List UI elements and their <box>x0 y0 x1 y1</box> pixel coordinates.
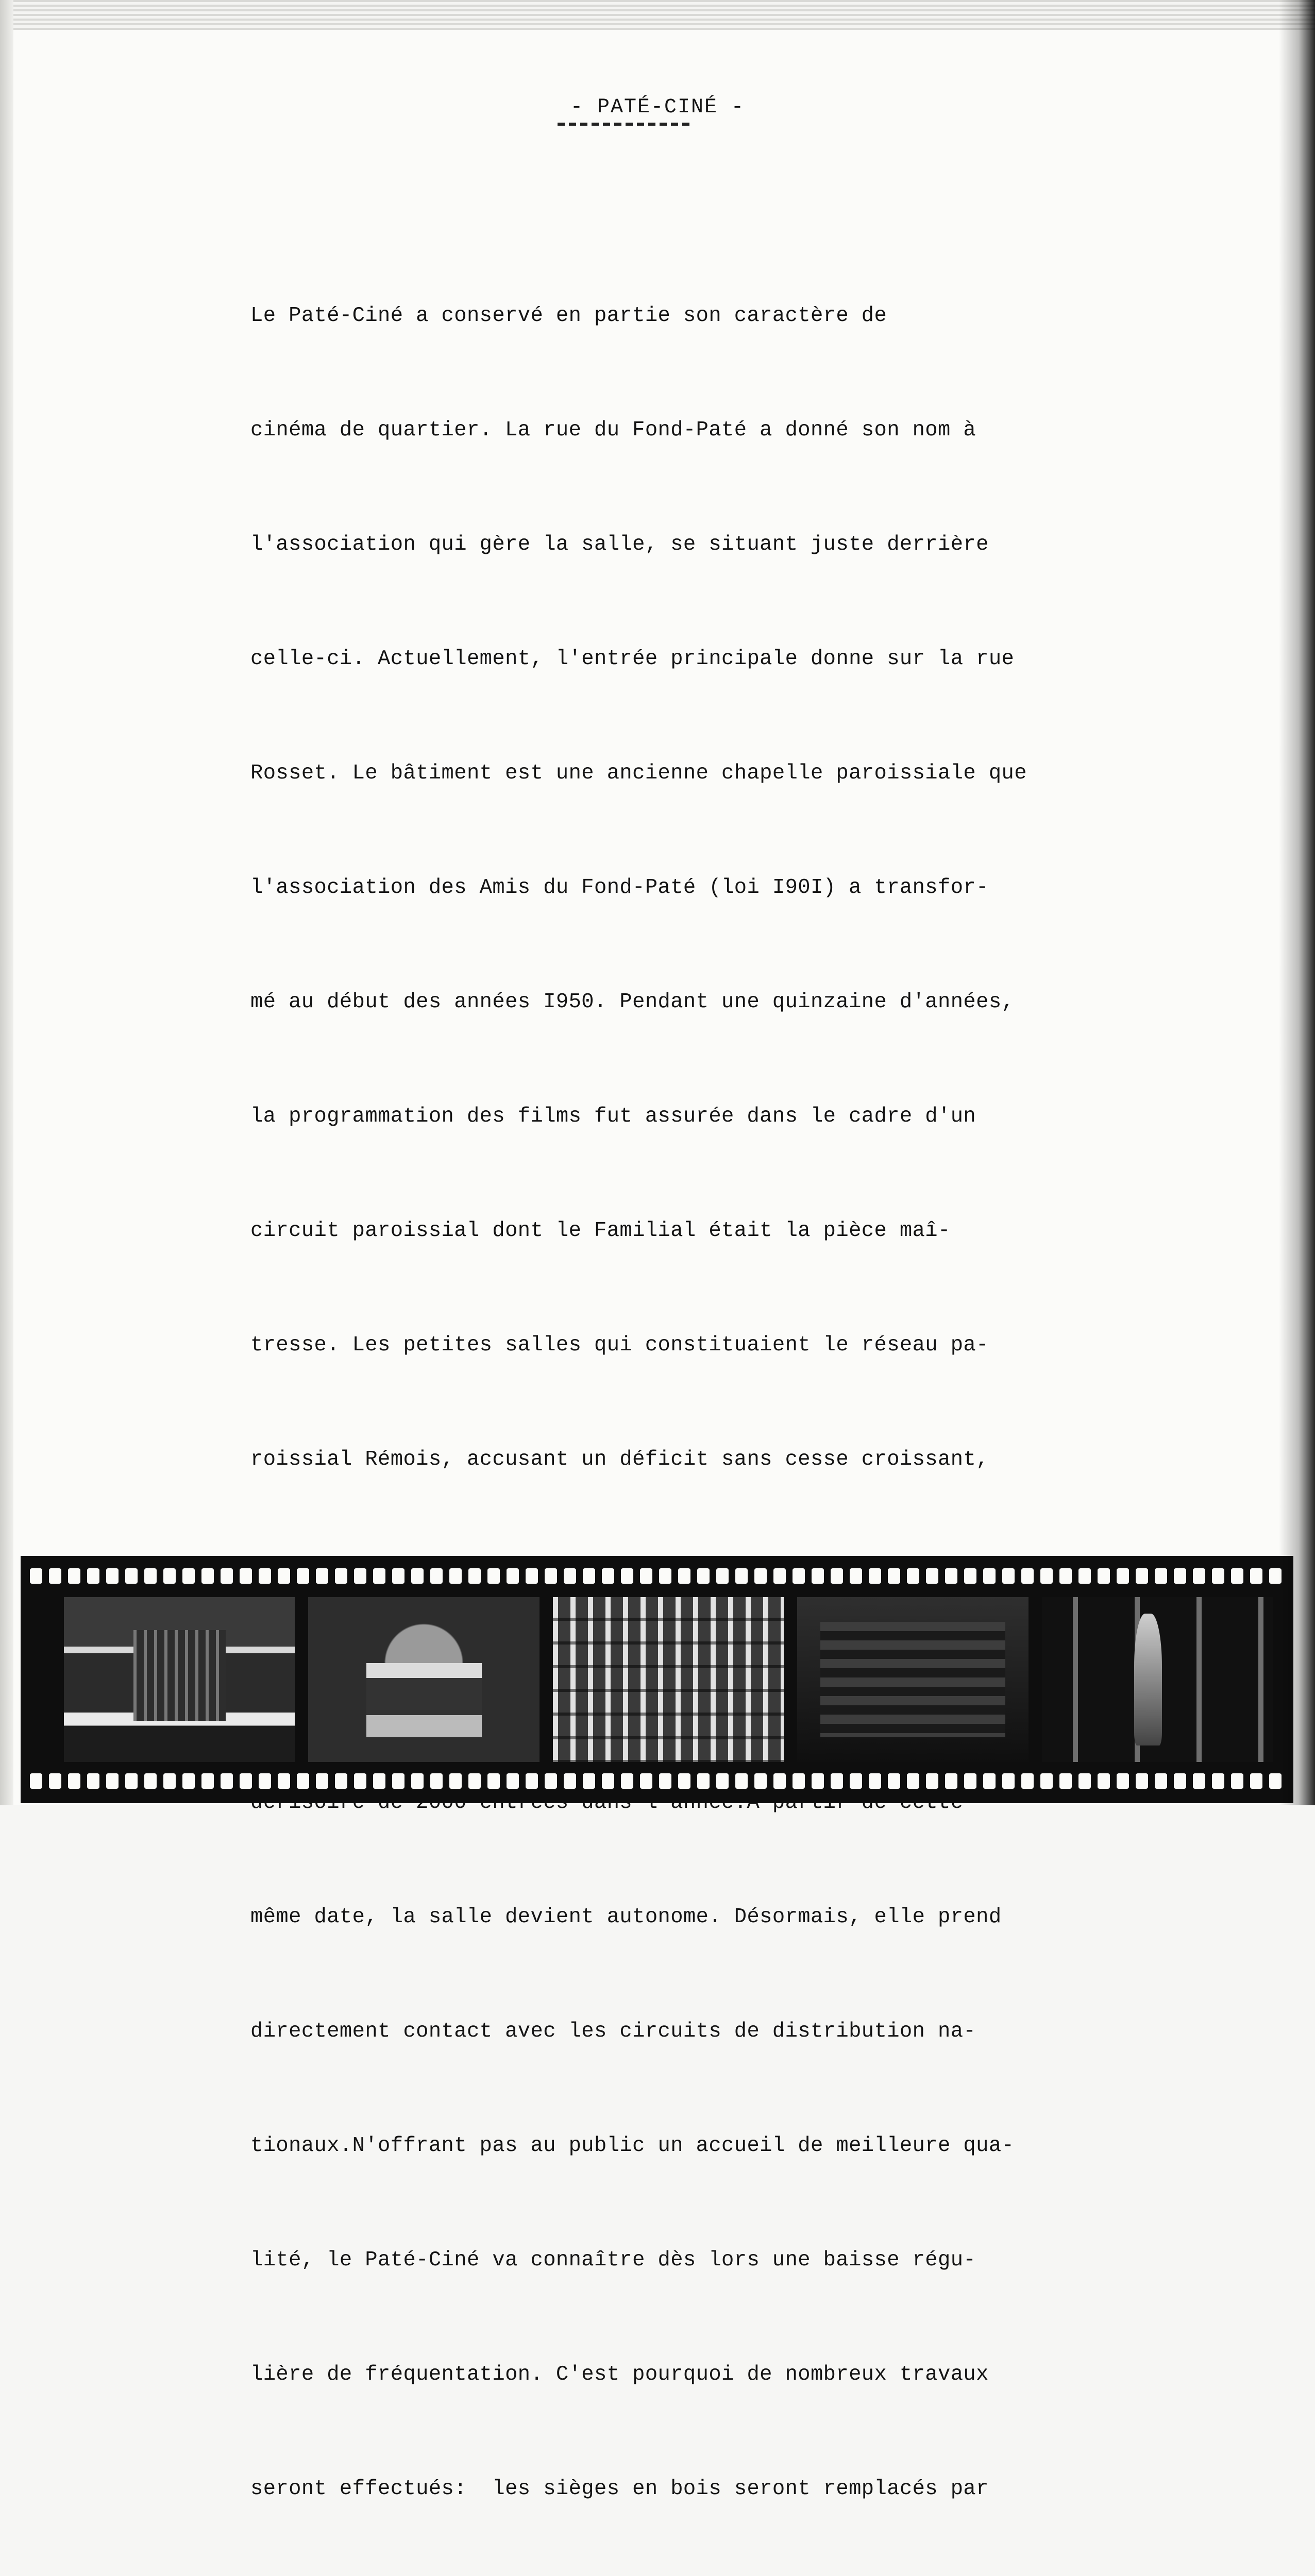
body-line: la programmation des films fut assurée dans le cadre d'un <box>250 1105 976 1128</box>
film-perforation <box>945 1773 957 1789</box>
film-perforation <box>735 1773 748 1789</box>
film-frame-photo <box>64 1597 295 1762</box>
body-line: Rosset. Le bâtiment est une ancienne chapelle paroissiale que <box>250 761 1027 785</box>
film-perforation <box>1174 1568 1186 1584</box>
page-stack-edges <box>0 0 1315 30</box>
film-perforation <box>49 1568 61 1584</box>
body-line: seront effectués: les sièges en bois seront remplacés par <box>250 2477 989 2501</box>
film-perforation <box>182 1568 195 1584</box>
page-left-edge <box>0 0 13 1805</box>
film-perforation <box>1117 1568 1129 1584</box>
body-line: celle-ci. Actuellement, l'entrée principale donne sur la rue <box>250 647 1015 671</box>
film-perforation <box>659 1773 671 1789</box>
film-perforation <box>1212 1773 1224 1789</box>
body-line: tionaux.N'offrant pas au public un accueil de meilleure qua- <box>250 2134 1015 2158</box>
film-perforation <box>1136 1773 1148 1789</box>
film-perforation <box>697 1773 710 1789</box>
film-perforation <box>621 1568 633 1584</box>
film-perforation <box>201 1568 214 1584</box>
film-perforation <box>1231 1568 1243 1584</box>
film-perforation <box>850 1568 862 1584</box>
film-perforation <box>659 1568 671 1584</box>
body-line: l'association qui gère la salle, se situant juste derrière <box>250 533 989 556</box>
film-perforation <box>1136 1568 1148 1584</box>
film-perforation <box>68 1568 80 1584</box>
film-perforation <box>754 1568 767 1584</box>
film-perforation <box>335 1773 347 1789</box>
film-perforation <box>297 1773 309 1789</box>
film-perforation <box>526 1773 538 1789</box>
film-perforation <box>545 1568 557 1584</box>
film-perforation <box>354 1568 366 1584</box>
film-perforation <box>1231 1773 1243 1789</box>
film-perforation <box>926 1568 938 1584</box>
film-perforation <box>49 1773 61 1789</box>
film-perforation <box>1155 1568 1167 1584</box>
film-perforation <box>354 1773 366 1789</box>
film-perforation <box>735 1568 748 1584</box>
film-perforation <box>1002 1773 1015 1789</box>
film-perforation <box>850 1773 862 1789</box>
film-perforation <box>106 1773 119 1789</box>
film-perforation <box>125 1568 138 1584</box>
film-perforation <box>545 1773 557 1789</box>
film-perforation <box>487 1773 500 1789</box>
body-line: tresse. Les petites salles qui constituaient le réseau pa- <box>250 1333 989 1357</box>
film-perforation <box>373 1773 385 1789</box>
film-perforation <box>163 1568 176 1584</box>
film-perforation <box>602 1773 614 1789</box>
film-perforation <box>259 1568 271 1584</box>
film-perforation <box>373 1568 385 1584</box>
film-perforation <box>964 1568 976 1584</box>
film-perforation <box>144 1568 157 1584</box>
film-perforation <box>201 1773 214 1789</box>
film-perforation <box>564 1568 576 1584</box>
film-perforation <box>1059 1773 1072 1789</box>
film-perforation <box>640 1568 652 1584</box>
film-perforation <box>1098 1773 1110 1789</box>
film-perforation <box>507 1568 519 1584</box>
film-perforation <box>773 1773 786 1789</box>
film-perforation <box>869 1568 881 1584</box>
body-line: roissial Rémois, accusant un déficit sans cesse croissant, <box>250 1448 989 1471</box>
body-line: lière de fréquentation. C'est pourquoi de nombreux travaux <box>250 2363 989 2386</box>
film-perforation <box>1078 1773 1091 1789</box>
body-line: même date, la salle devient autonome. Désormais, elle prend <box>250 1905 1002 1929</box>
film-perforation <box>392 1568 404 1584</box>
film-perforation <box>240 1568 252 1584</box>
film-perforation <box>583 1773 595 1789</box>
film-perforation <box>221 1773 233 1789</box>
film-perforation <box>411 1568 424 1584</box>
film-perforation <box>812 1568 824 1584</box>
film-perforation <box>831 1568 843 1584</box>
binding-shadow <box>1279 0 1315 1805</box>
film-perforation <box>1021 1773 1034 1789</box>
film-perforation <box>564 1773 576 1789</box>
film-perforation <box>240 1773 252 1789</box>
title-underline <box>558 123 694 126</box>
film-frame-photo <box>308 1597 539 1762</box>
film-perforation <box>1212 1568 1224 1584</box>
film-perforations-top <box>21 1568 1303 1584</box>
film-perforation <box>87 1773 99 1789</box>
film-perforation <box>316 1568 328 1584</box>
body-line: lité, le Paté-Ciné va connaître dès lors une baisse régu- <box>250 2248 976 2272</box>
film-perforation <box>869 1773 881 1789</box>
body-line: Le Paté-Ciné a conservé en partie son caractère de <box>250 304 887 328</box>
film-perforation <box>278 1773 290 1789</box>
film-perforation <box>392 1773 404 1789</box>
body-line: l'association des Amis du Fond-Paté (loi I90I) a transfor- <box>250 876 989 900</box>
film-perforation <box>30 1568 42 1584</box>
film-perforation <box>716 1773 729 1789</box>
film-perforation <box>907 1568 919 1584</box>
film-perforation <box>144 1773 157 1789</box>
film-perforation <box>1193 1773 1205 1789</box>
film-perforation <box>125 1773 138 1789</box>
film-frames <box>64 1597 1273 1762</box>
film-perforation <box>316 1773 328 1789</box>
film-perforation <box>1098 1568 1110 1584</box>
film-perforation <box>888 1568 900 1584</box>
film-perforation <box>678 1773 690 1789</box>
film-perforation <box>716 1568 729 1584</box>
film-perforation <box>68 1773 80 1789</box>
film-perforation <box>793 1773 805 1789</box>
film-frame-photo <box>797 1597 1028 1762</box>
film-perforation <box>907 1773 919 1789</box>
film-perforation <box>1174 1773 1186 1789</box>
film-perforation <box>487 1568 500 1584</box>
film-perforation <box>640 1773 652 1789</box>
film-perforation <box>1059 1568 1072 1584</box>
film-frame-photo <box>1042 1597 1273 1762</box>
film-perforation <box>983 1773 996 1789</box>
film-perforation <box>1155 1773 1167 1789</box>
film-perforation <box>1040 1568 1053 1584</box>
film-strip-icon <box>21 1556 1293 1803</box>
film-perforation <box>1021 1568 1034 1584</box>
body-line: directement contact avec les circuits de distribution na- <box>250 2020 976 2043</box>
film-perforation <box>297 1568 309 1584</box>
film-perforation <box>468 1568 481 1584</box>
film-perforation <box>831 1773 843 1789</box>
body-line: cinéma de quartier. La rue du Fond-Paté a donné son nom à <box>250 418 976 442</box>
film-perforation <box>1002 1568 1015 1584</box>
film-perforation <box>221 1568 233 1584</box>
film-perforation <box>259 1773 271 1789</box>
film-perforation <box>430 1568 443 1584</box>
film-perforation <box>526 1568 538 1584</box>
film-perforation <box>335 1568 347 1584</box>
film-perforation <box>87 1568 99 1584</box>
film-perforation <box>1117 1773 1129 1789</box>
film-frame-photo <box>553 1597 784 1762</box>
film-perforation <box>1193 1568 1205 1584</box>
film-perforation <box>1250 1773 1262 1789</box>
film-perforation <box>697 1568 710 1584</box>
body-line: mé au début des années I950. Pendant une quinzaine d'années, <box>250 990 1015 1014</box>
film-perforation <box>182 1773 195 1789</box>
film-perforation <box>1250 1568 1262 1584</box>
film-perforation <box>621 1773 633 1789</box>
film-perforation <box>278 1568 290 1584</box>
film-perforation <box>1040 1773 1053 1789</box>
film-perforation <box>30 1773 42 1789</box>
page-title: - PATÉ-CINÉ - <box>570 96 745 119</box>
film-perforation <box>430 1773 443 1789</box>
film-perforation <box>983 1568 996 1584</box>
film-perforation <box>945 1568 957 1584</box>
film-perforation <box>411 1773 424 1789</box>
film-perforations-bottom <box>21 1773 1303 1789</box>
film-perforation <box>773 1568 786 1584</box>
film-perforation <box>1078 1568 1091 1584</box>
film-perforation <box>964 1773 976 1789</box>
film-perforation <box>602 1568 614 1584</box>
document-body <box>250 221 1137 2576</box>
film-perforation <box>106 1568 119 1584</box>
film-perforation <box>888 1773 900 1789</box>
film-perforation <box>812 1773 824 1789</box>
film-perforation <box>793 1568 805 1584</box>
film-perforation <box>468 1773 481 1789</box>
film-perforation <box>583 1568 595 1584</box>
film-perforation <box>449 1773 462 1789</box>
film-perforation <box>926 1773 938 1789</box>
body-line: circuit paroissial dont le Familial était la pièce maî- <box>250 1219 951 1243</box>
film-perforation <box>163 1773 176 1789</box>
film-perforation <box>678 1568 690 1584</box>
film-perforation <box>754 1773 767 1789</box>
film-perforation <box>449 1568 462 1584</box>
film-perforation <box>507 1773 519 1789</box>
